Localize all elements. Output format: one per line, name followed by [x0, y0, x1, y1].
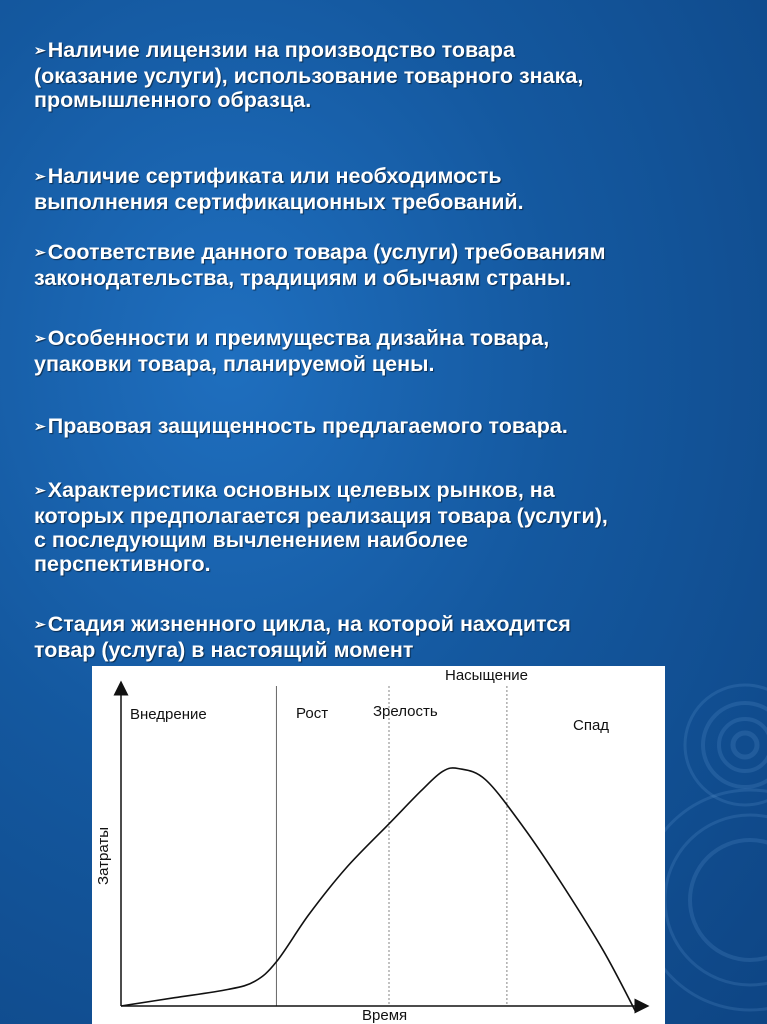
bullet-arrow-icon: ➢ — [34, 330, 46, 346]
bullet-line — [34, 352, 734, 376]
bullet-text: перспективного. — [34, 552, 211, 576]
bullet-text: Правовая защищенность предлагаемого товара. — [47, 414, 568, 438]
bullet-text: упаковки товара, планируемой цены. — [34, 352, 435, 376]
bullet-text: законодательства, традициям и обычаям страны. — [34, 266, 572, 290]
life-cycle-chart — [92, 666, 665, 1024]
bullet-line — [34, 164, 734, 190]
stage-label-maturity: Зрелость — [373, 703, 438, 720]
life-cycle-chart-svg — [92, 666, 665, 1024]
bullet-line — [34, 326, 734, 352]
bullet-line — [34, 240, 734, 266]
stage-label-introduction: Внедрение — [130, 706, 207, 723]
bullet-text: Наличие лицензии на производство товара — [47, 38, 515, 62]
bullet-line — [34, 64, 734, 88]
bullet-item — [34, 478, 734, 576]
bullet-item — [34, 164, 734, 214]
bullet-line — [34, 504, 734, 528]
bullet-text: Особенности и преимущества дизайна товара, — [47, 326, 550, 350]
bullet-arrow-icon: ➢ — [34, 168, 46, 184]
bullet-item — [34, 414, 734, 440]
life-cycle-curve — [121, 768, 636, 1012]
bullet-text: выполнения сертификационных требований. — [34, 190, 524, 214]
bullet-line — [34, 88, 734, 112]
y-axis-label: Затраты — [95, 827, 112, 885]
stage-label-decline: Спад — [573, 717, 610, 734]
bullet-line — [34, 38, 734, 64]
bullet-text: которых предполагается реализация товара (услуги), — [34, 504, 608, 528]
x-axis-label: Время — [362, 1007, 408, 1024]
bullet-text: Стадия жизненного цикла, на которой находится — [47, 612, 571, 636]
bullet-line — [34, 638, 734, 662]
bullet-text: с последующим вычленением наиболее — [34, 528, 468, 552]
bullet-arrow-icon: ➢ — [34, 482, 46, 498]
bullet-line — [34, 414, 734, 440]
stage-label-saturation: Насыщение — [445, 667, 528, 684]
bullet-line — [34, 478, 734, 504]
bullet-item — [34, 612, 734, 662]
stage-divider-group — [276, 686, 506, 1006]
bullet-line — [34, 266, 734, 290]
stage-label-growth: Рост — [296, 705, 329, 722]
bullet-item — [34, 240, 734, 290]
bullet-text: (оказание услуги), использование товарного знака, — [34, 64, 584, 88]
bullet-arrow-icon: ➢ — [34, 42, 46, 58]
bullet-arrow-icon: ➢ — [34, 244, 46, 260]
bullet-line — [34, 190, 734, 214]
bullet-text: Характеристика основных целевых рынков, на — [47, 478, 555, 502]
bullet-item — [34, 326, 734, 376]
bullet-line — [34, 612, 734, 638]
bullet-arrow-icon: ➢ — [34, 418, 46, 434]
bullet-item — [34, 38, 734, 112]
bullet-text: товар (услуга) в настоящий момент — [34, 638, 414, 662]
bullet-text: Наличие сертификата или необходимость — [47, 164, 502, 188]
bullet-line — [34, 552, 734, 576]
bullet-text: Соответствие данного товара (услуги) требованиям — [47, 240, 606, 264]
bullet-line — [34, 528, 734, 552]
bullet-arrow-icon: ➢ — [34, 616, 46, 632]
bullet-text: промышленного образца. — [34, 88, 312, 112]
